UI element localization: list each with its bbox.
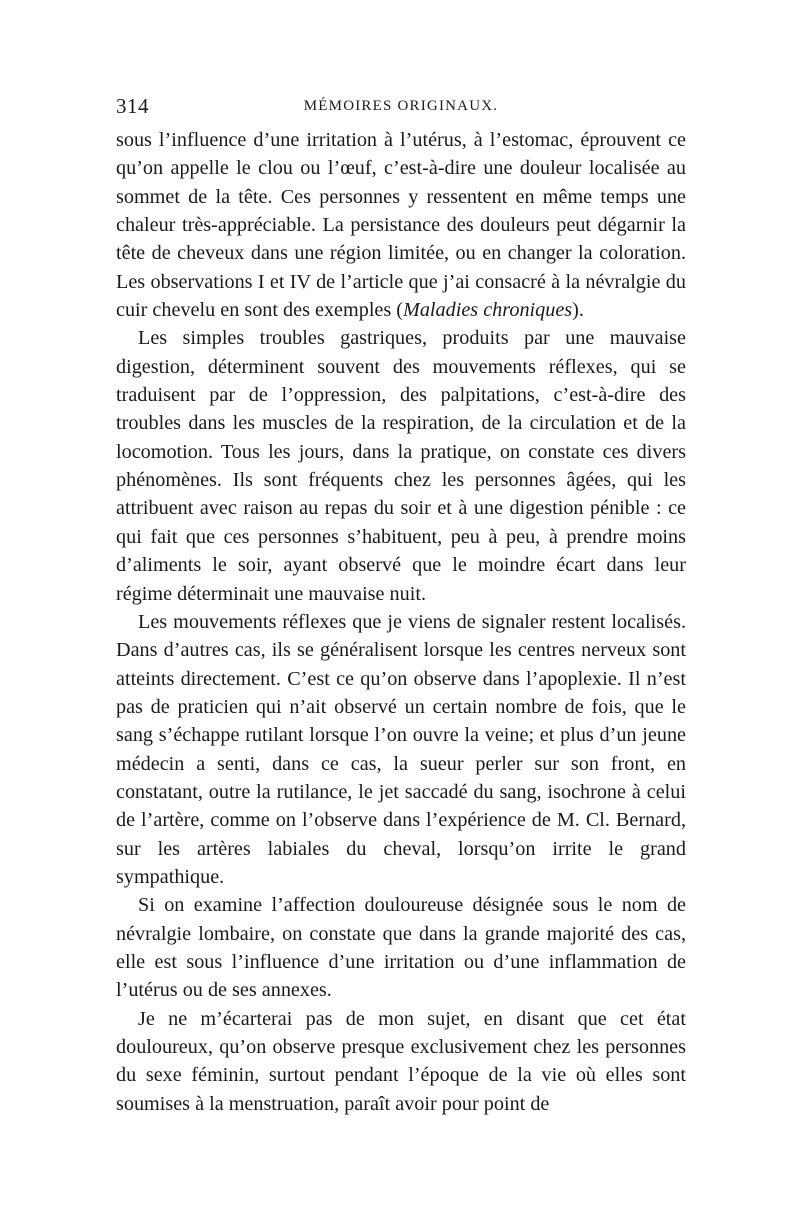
document-page: [116, 94, 686, 1118]
paragraph-4: Si on examine l’affection douloureuse désignée sous le nom de névralgie lombaire, on constate que dans la grande majorité des cas, elle est sous l’influence d’une irritation ou d’une inflammation de l’utérus ou de ses annexes.: [116, 894, 686, 1002]
paragraph-3: Les mouvements réflexes que je viens de signaler restent localisés. Dans d’autres cas, ils se généralisent lorsque les centres nerveux sont atteints directement. C’est ce qu’on observe dans l’apoplexie. Il n’est pas de praticien qui n’ait observé un certain nombre de fois, que le sang s’échappe rutilant lorsque l’on ouvre la veine; et plus d’un jeune médecin a senti, dans ce cas, la sueur perler sur son front, en constatant, outre la rutilance, le jet saccadé du sang, isochrone à celui de l’artère, comme on l’observe dans l’expérience de M. Cl. Bernard, sur les artères labiales du cheval, lorsqu’on irrite le grand sympathique.: [116, 610, 686, 888]
paragraph-1: [116, 126, 686, 324]
paragraph-1-end: ).: [572, 299, 584, 322]
paragraph-1-text: sous l’influence d’une irritation à l’utérus, à l’estomac, éprouvent ce qu’on appelle le clou ou l’œuf, c’est-à-dire une douleur localisée au sommet de la tête. Ces personnes y ressentent en même temps une chaleur très-appréciable. La persistance des douleurs peut dégarnir la tête de cheveux dans une région limitée, ou en changer la coloration. Les observations I et IV de l’article que j’ai consacré à la névralgie du cuir chevelu en sont des exemples (: [116, 129, 686, 322]
book-title-italic: Maladies chroniques: [403, 299, 573, 322]
page-header: [116, 94, 686, 120]
paragraph-5: Je ne m’écarterai pas de mon sujet, en disant que cet état douloureux, qu’on observe presque exclusivement chez les personnes du sexe féminin, surtout pendant l’époque de la vie où elles sont soumises à la menstruation, paraît avoir pour point de: [116, 1007, 686, 1115]
body-text: [116, 126, 686, 1118]
page-number: 314: [116, 94, 149, 118]
paragraph-2: Les simples troubles gastriques, produits par une mauvaise digestion, déterminent souvent des mouvements réflexes, qui se traduisent par de l’oppression, des palpitations, c’est-à-dire des troubles dans les muscles de la respiration, de la circulation et de la locomotion. Tous les jours, dans la pratique, on constate ces divers phénomènes. Ils sont fréquents chez les personnes âgées, qui les attribuent avec raison au repas du soir et à une digestion pénible : ce qui fait que ces personnes s’habituent, peu à peu, à prendre moins d’aliments le soir, ayant observé que le moindre écart dans leur régime déterminait une mauvaise nuit.: [116, 327, 686, 605]
running-head: MÉMOIRES ORIGINAUX.: [303, 98, 499, 114]
